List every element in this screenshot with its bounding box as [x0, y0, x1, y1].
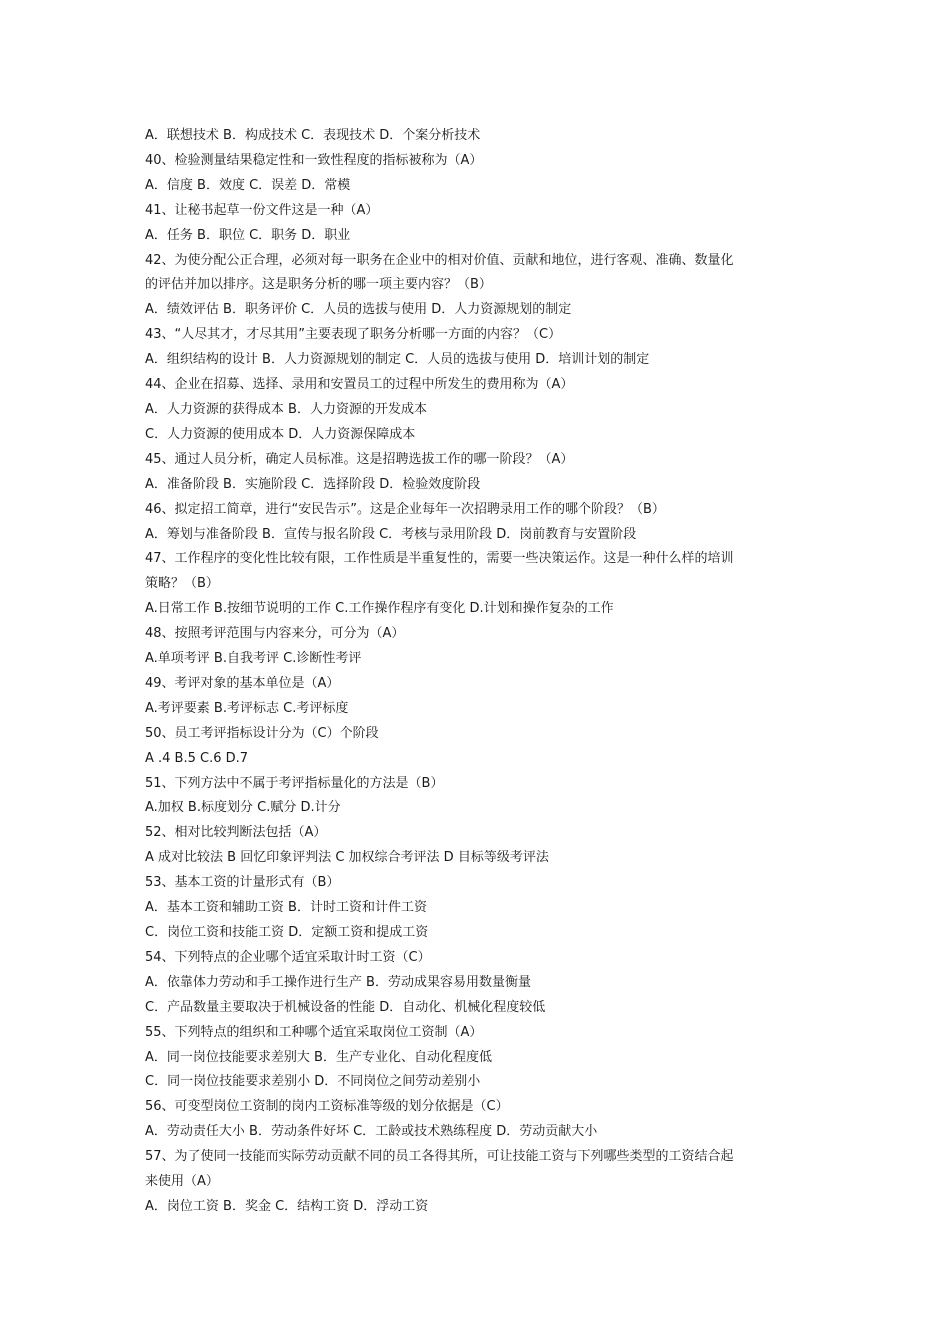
text-line: C．岗位工资和技能工资 D．定额工资和提成工资 [145, 925, 429, 940]
text-line: 来使用（A） [145, 1174, 219, 1190]
text-line: 52、相对比较判断法包括（A） [145, 825, 327, 841]
text-line: A．岗位工资 B．奖金 C．结构工资 D．浮动工资 [145, 1198, 429, 1214]
text-line: 51、下列方法中不属于考评指标量化的方法是（B） [145, 775, 444, 791]
text-line: A 成对比较法 B 回忆印象评判法 C 加权综合考评法 D 目标等级考评法 [145, 850, 549, 866]
text-line: 策略？（B） [145, 576, 219, 592]
text-line: 55、下列特点的组织和工种哪个适宜采取岗位工资制（A） [145, 1024, 483, 1040]
text-line: 45、通过人员分析，确定人员标准。这是招聘选拔工作的哪一阶段？（A） [145, 451, 574, 467]
text-line: A．人力资源的获得成本 B．人力资源的开发成本 [145, 401, 427, 417]
text-line: 44、企业在招募、选择、录用和安置员工的过程中所发生的费用称为（A） [145, 377, 574, 393]
text-line: A.加权 B.标度划分 C.赋分 D.计分 [145, 800, 341, 816]
text-line: 43、“人尽其才，才尽其用”主要表现了职务分析哪一方面的内容？（C） [145, 327, 562, 343]
text-line: A．任务 B．职位 C．职务 D．职业 [145, 227, 351, 243]
text-line: A．绩效评估 B．职务评价 C．人员的选拔与使用 D．人力资源规划的制定 [145, 302, 572, 318]
text-line: A.日常工作 B.按细节说明的工作 C.工作操作程序有变化 D.计划和操作复杂的工作 [145, 601, 614, 617]
text-line: 41、让秘书起草一份文件这是一种（A） [145, 202, 379, 218]
text-line: 53、基本工资的计量形式有（B） [145, 875, 340, 891]
text-line: A．依靠体力劳动和手工操作进行生产 B．劳动成果容易用数量衡量 [145, 974, 531, 990]
text-line: A.单项考评 B.自我考评 C.诊断性考评 [145, 651, 362, 667]
text-line: 46、拟定招工简章，进行“安民告示”。这是企业每年一次招聘录用工作的哪个阶段？（B） [145, 501, 665, 517]
text-line: 的评估并加以排序。这是职务分析的哪一项主要内容？（B） [145, 277, 492, 293]
text-line: 47、工作程序的变化性比较有限，工作性质是半重复性的，需要一些决策运作。这是一种什么样的培训 [145, 551, 734, 567]
text-line: A．筹划与准备阶段 B．宣传与报名阶段 C．考核与录用阶段 D．岗前教育与安置阶段 [145, 526, 637, 542]
text-line: C．产品数量主要取决于机械设备的性能 D．自动化、机械化程度较低 [145, 999, 546, 1015]
text-line: A．准备阶段 B．实施阶段 C．选择阶段 D．检验效度阶段 [145, 476, 481, 492]
text-line: A．同一岗位技能要求差别大 B．生产专业化、自动化程度低 [145, 1049, 492, 1065]
text-line: 54、下列特点的企业哪个适宜采取计时工资（C） [145, 949, 431, 965]
text-line: A．信度 B．效度 C．误差 D．常模 [145, 177, 351, 193]
text-line: A．组织结构的设计 B．人力资源规划的制定 C．人员的选拔与使用 D．培训计划的制定 [145, 352, 650, 368]
text-line: 49、考评对象的基本单位是（A） [145, 675, 340, 691]
text-line: A.考评要素 B.考评标志 C.考评标度 [145, 700, 349, 716]
text-line: C．同一岗位技能要求差别小 D．不同岗位之间劳动差别小 [145, 1074, 481, 1090]
text-line: 48、按照考评范围与内容来分，可分为（A） [145, 626, 405, 642]
text-line: A .4 B.5 C.6 D.7 [145, 750, 249, 766]
text-line: A．劳动责任大小 B．劳动条件好坏 C．工龄或技术熟练程度 D．劳动贡献大小 [145, 1124, 598, 1140]
text-line: 56、可变型岗位工资制的岗内工资标准等级的划分依据是（C） [145, 1099, 509, 1115]
text-line: 57、为了使同一技能而实际劳动贡献不同的员工各得其所，可让技能工资与下列哪些类型的工资结合起 [145, 1149, 734, 1165]
text-line: C．人力资源的使用成本 D．人力资源保障成本 [145, 426, 416, 442]
text-line: A．基本工资和辅助工资 B．计时工资和计件工资 [145, 900, 427, 916]
text-line: A．联想技术 B．构成技术 C．表现技术 D．个案分析技术 [145, 128, 481, 143]
text-line: 42、为使分配公正合理，必须对每一职务在企业中的相对价值、贡献和地位，进行客观、准确、数量化 [145, 252, 734, 268]
text-line: 40、检验测量结果稳定性和一致性程度的指标被称为（A） [145, 152, 483, 168]
question-list [145, 124, 810, 1220]
text-line: 50、员工考评指标设计分为（C）个阶段 [145, 725, 379, 741]
